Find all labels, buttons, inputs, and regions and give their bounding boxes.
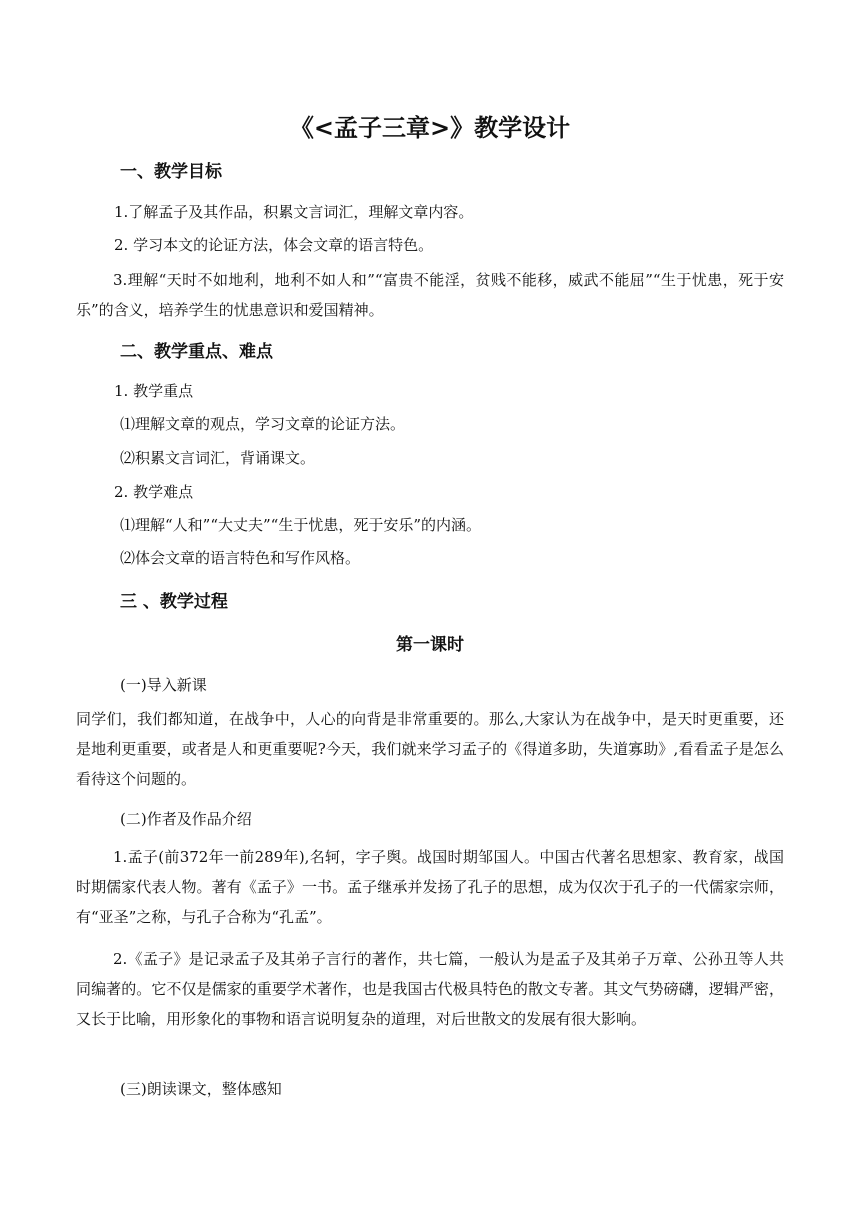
document-title: 《<孟子三章>》教学设计 <box>289 114 571 142</box>
heading-teaching-process: 三 、教学过程 <box>120 592 228 612</box>
key-points-label: 1. 教学重点 <box>114 382 194 400</box>
goal-item-3: 3.理解“天时不如地利，地利不如人和”“富贵不能淫，贫贱不能移，威武不能屈”“生于忧患，死于安乐”的含义，培养学生的忧患意识和爱国精神。 <box>76 271 784 319</box>
key-point-item-2: ⑵积累文言词汇，背诵课文。 <box>120 449 316 467</box>
heading-key-points: 二、教学重点、难点 <box>120 342 273 362</box>
part2-label: (二)作者及作品介绍 <box>120 810 252 828</box>
key-point-item-1: ⑴理解文章的观点，学习文章的论证方法。 <box>120 415 406 433</box>
book-intro: 2.《孟子》是记录孟子及其弟子言行的著作，共七篇，一般认为是孟子及其弟子万章、公孙丑等人共同编著的。它不仅是儒家的重要学术著作，也是我国古代极具特色的散文专著。其文气势磅礴，逻辑严密，又长于比喻，用形象化的事物和语言说明复杂的道理，对后世散文的发展有很大影响。 <box>76 950 784 1028</box>
goal-item-1: 1.了解孟子及其作品，积累文言词汇，理解文章内容。 <box>114 203 474 221</box>
lesson-title: 第一课时 <box>396 635 464 655</box>
difficulty-item-1: ⑴理解“人和”“大丈夫”“生于忧患，死于安乐”的内涵。 <box>120 516 482 534</box>
part1-text: 同学们，我们都知道，在战争中，人心的向背是非常重要的。那么,大家认为在战争中，是天时更重要，还是地利更重要，或者是人和更重要呢?今天，我们就来学习孟子的《得道多助，失道寡助》,看看孟子是怎么看待这个问题的。 <box>76 710 784 788</box>
difficulty-label: 2. 教学难点 <box>114 483 194 501</box>
part1-label: (一)导入新课 <box>120 676 207 694</box>
heading-teaching-goals: 一、教学目标 <box>120 162 222 182</box>
difficulty-item-2: ⑵体会文章的语言特色和写作风格。 <box>120 549 361 567</box>
part3-label: (三)朗读课文，整体感知 <box>120 1080 282 1098</box>
author-intro: 1.孟子(前372年一前289年),名轲，字子舆。战国时期邹国人。中国古代著名思想家、教育家，战国时期儒家代表人物。著有《孟子》一书。孟子继承并发扬了孔子的思想，成为仅次于孔子的一代儒家宗师，有“亚圣”之称，与孔子合称为“孔孟”。 <box>76 848 784 926</box>
goal-item-2: 2. 学习本文的论证方法，体会文章的语言特色。 <box>114 236 434 254</box>
